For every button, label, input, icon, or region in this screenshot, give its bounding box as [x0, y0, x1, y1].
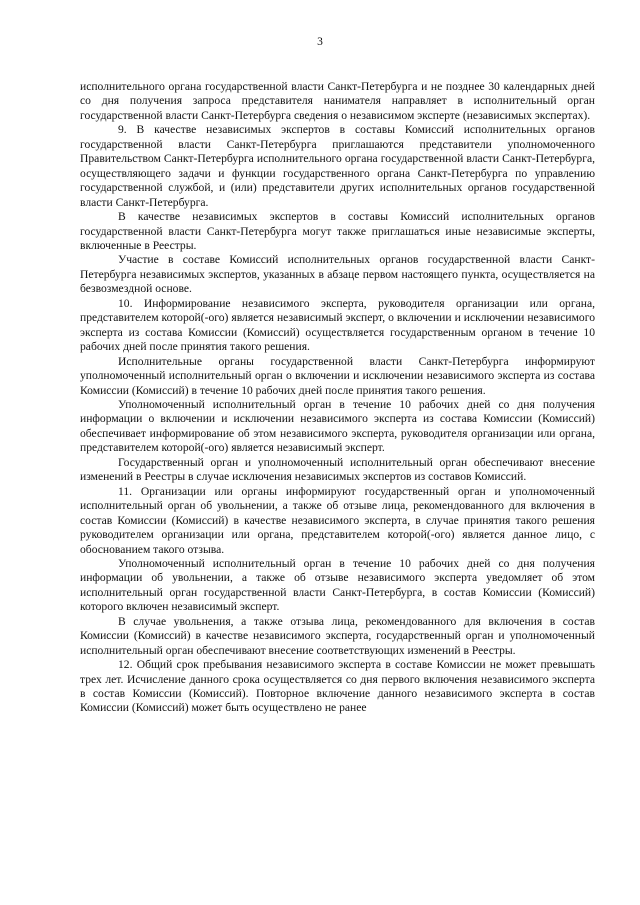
- paragraph-item-10: 10. Информирование независимого эксперта, руководителя организации или органа, представителем которой(-ого) является независимый эксперт, о включении и исключении независимого эксперта из состава Комиссии (Комиссий) осуществляется государственным органом в течение 10 рабочих дней после принятия такого решения.: [80, 296, 595, 354]
- paragraph-item-9: 9. В качестве независимых экспертов в составы Комиссий исполнительных органов государственной власти Санкт-Петербурга приглашаются представители уполномоченного Правительством Санкт-Петербурга исполнительного органа государственной власти Санкт-Петербурга, осуществляющего задачи и функции государственного органа Санкт-Петербурга по управлению государственной службой, и (или) представители других исполнительных органов государственной власти Санкт-Петербурга.: [80, 123, 595, 209]
- paragraph-item-11: 11. Организации или органы информируют государственный орган и уполномоченный исполнительный орган об увольнении, а также об отзыве лица, рекомендованного для включения в состав Комиссии (Комиссий) в качестве независимого эксперта, в случае принятия такого решения руководителем организации или органа, представителем которой(-ого) является данное лицо, с обоснованием такого отзыва.: [80, 484, 595, 556]
- paragraph: Участие в составе Комиссий исполнительных органов государственной власти Санкт-Петербурга независимых экспертов, указанных в абзаце первом настоящего пункта, осуществляется на безвозмездной основе.: [80, 253, 595, 296]
- paragraph: Государственный орган и уполномоченный исполнительный орган обеспечивают внесение изменений в Реестры в случае исключения независимых экспертов из составов Комиссий.: [80, 455, 595, 484]
- paragraph: Исполнительные органы государственной власти Санкт-Петербурга информируют уполномоченный исполнительный орган о включении и исключении независимого эксперта из состава Комиссии (Комиссий) в течение 10 рабочих дней после принятия такого решения.: [80, 354, 595, 397]
- paragraph-continuation: исполнительного органа государственной власти Санкт-Петербурга и не позднее 30 календарных дней со дня получения запроса представителя нанимателя направляет в исполнительный орган государственной власти Санкт-Петербурга сведения о независимом эксперте (независимых экспертах).: [80, 80, 595, 122]
- paragraph: Уполномоченный исполнительный орган в течение 10 рабочих дней со дня получения информации о включении и исключении независимого эксперта из состава Комиссии (Комиссий) обеспечивает информирование об этом независимого эксперта, руководителя организации или органа, представителем которой(-ого) является независимый эксперт.: [80, 397, 595, 455]
- document-body: [80, 80, 595, 716]
- page-number: 3: [317, 36, 323, 48]
- paragraph: В случае увольнения, а также отзыва лица, рекомендованного для включения в состав Комиссии (Комиссий) в качестве независимого эксперта, государственный орган и уполномоченный исполнительный орган обеспечивают внесение соответствующих изменений в Реестры.: [80, 614, 595, 657]
- paragraph: Уполномоченный исполнительный орган в течение 10 рабочих дней со дня получения информации об увольнении, а также об отзыве независимого эксперта уведомляет об этом исполнительный орган государственной власти Санкт-Петербурга, в состав Комиссии (Комиссий) которого включен независимый эксперт.: [80, 556, 595, 614]
- paragraph-item-12: 12. Общий срок пребывания независимого эксперта в составе Комиссии не может превышать трех лет. Исчисление данного срока осуществляется со дня первого включения независимого эксперта в состав Комиссии (Комиссий). Повторное включение данного независимого эксперта в состав Комиссии (Комиссий) может быть осуществлено не ранее: [80, 658, 595, 715]
- paragraph: В качестве независимых экспертов в составы Комиссий исполнительных органов государственной власти Санкт-Петербурга могут также приглашаться иные независимые эксперты, включенные в Реестры.: [80, 210, 595, 252]
